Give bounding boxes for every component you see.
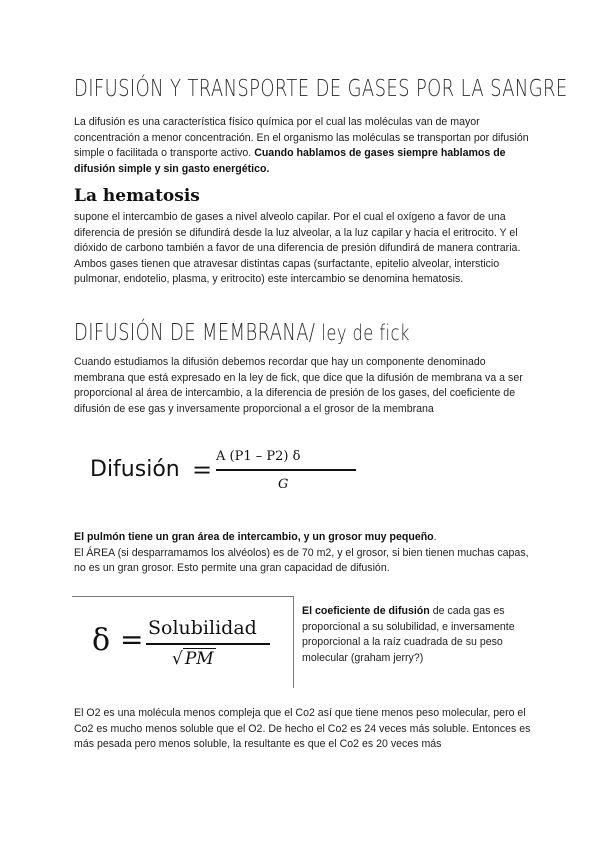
coeficiente-bold-text: El coeficiente de difusión [302,605,430,617]
formula-difusion [90,445,360,505]
formula-delta-fraction-bar [146,643,270,645]
formula-delta-numerator: Solubilidad [148,617,257,639]
formula-delta-box [72,596,294,688]
formula-difusion-numerator: A (P1 – P2) δ [216,449,301,464]
formula-difusion-equals: = [192,456,213,484]
formula-difusion-lhs: Difusión [90,457,180,482]
intro-paragraph [74,115,534,177]
section-title-fick [74,320,410,346]
formula-delta-denominator-text: PM [184,649,214,669]
intro-text: La difusión es una característica físico química por el cual las moléculas van de mayor concentración a menor concentración. En el organismo las moléculas se transportan por difusión simple o facilitada o transporte activo. [74,116,529,159]
o2-paragraph: El O2 es una molécula menos compleja que el Co2 así que tiene menos peso molecular, pero el Co2 es mucho menos soluble que el O2. De hecho el Co2 es 24 veces más soluble. Entonces es más pesada pero menos soluble, la resultante es que el Co2 es 20 veces más [74,707,531,750]
pulmon-paragraph [74,530,534,577]
hematosis-heading: La hematosis [74,186,200,206]
formula-delta-equals: = [120,623,144,656]
formula-delta-denominator [172,649,216,669]
formula-difusion-denominator: G [278,477,289,492]
coeficiente-text: de cada gas es proporcional a su solubilidad, e inversamente proporcional a la raíz cuadrada de su peso molecular (graham jerry?) [302,605,515,664]
fick-title-lower: ley de fick [321,321,410,345]
coeficiente-paragraph [302,604,538,666]
square-root-icon: √ [172,649,183,669]
section-title-main: DIFUSIÓN Y TRANSPORTE DE GASES POR LA SANGRE [74,76,568,102]
pulmon-text: El ÁREA (si desparramamos los alvéolos) es de 70 m2, y el grosor, si bien tienen muchas capas, no es un gran grosor. Esto permite una gran capacidad de difusión. [74,546,529,574]
fick-paragraph: Cuando estudiamos la difusión debemos recordar que hay un componente denominado membrana que está expresado en la ley de fick, que dice que la difusión de membrana va a ser proporcional al área de intercambio, a la diferencia de presión de los gases, del coeficiente de difusión de ese gas y inversamente proporcional a el grosor de la membrana [74,356,523,415]
hematosis-paragraph: supone el intercambio de gases a nivel alveolo capilar. Por el cual el oxígeno a favor de una diferencia de presión se difundirá desde la luz alveolar, a la luz capilar y hacia el eritrocito. Y el dióxido de carbono también a favor de una diferencia de presión difundirá de manera contraria. Ambos gases tienen que atravesar distintas capas (surfactante, epitelio alveolar, intersticio pulmonar, endotelio, plasma, y eritrocito) este intercambio se denomina hematosis. [74,211,521,285]
intro-bold-text: Cuando hablamos de gases siempre hablamos de difusión simple y sin gasto energético. [74,147,506,175]
formula-difusion-fraction-bar [216,469,356,471]
fick-title-upper: DIFUSIÓN DE MEMBRANA/ [74,320,322,346]
formula-delta-lhs: δ [92,623,111,658]
pulmon-bold-end: . [433,531,437,543]
pulmon-bold-text: El pulmón tiene un gran área de intercambio, y un grosor muy pequeño [74,531,434,543]
